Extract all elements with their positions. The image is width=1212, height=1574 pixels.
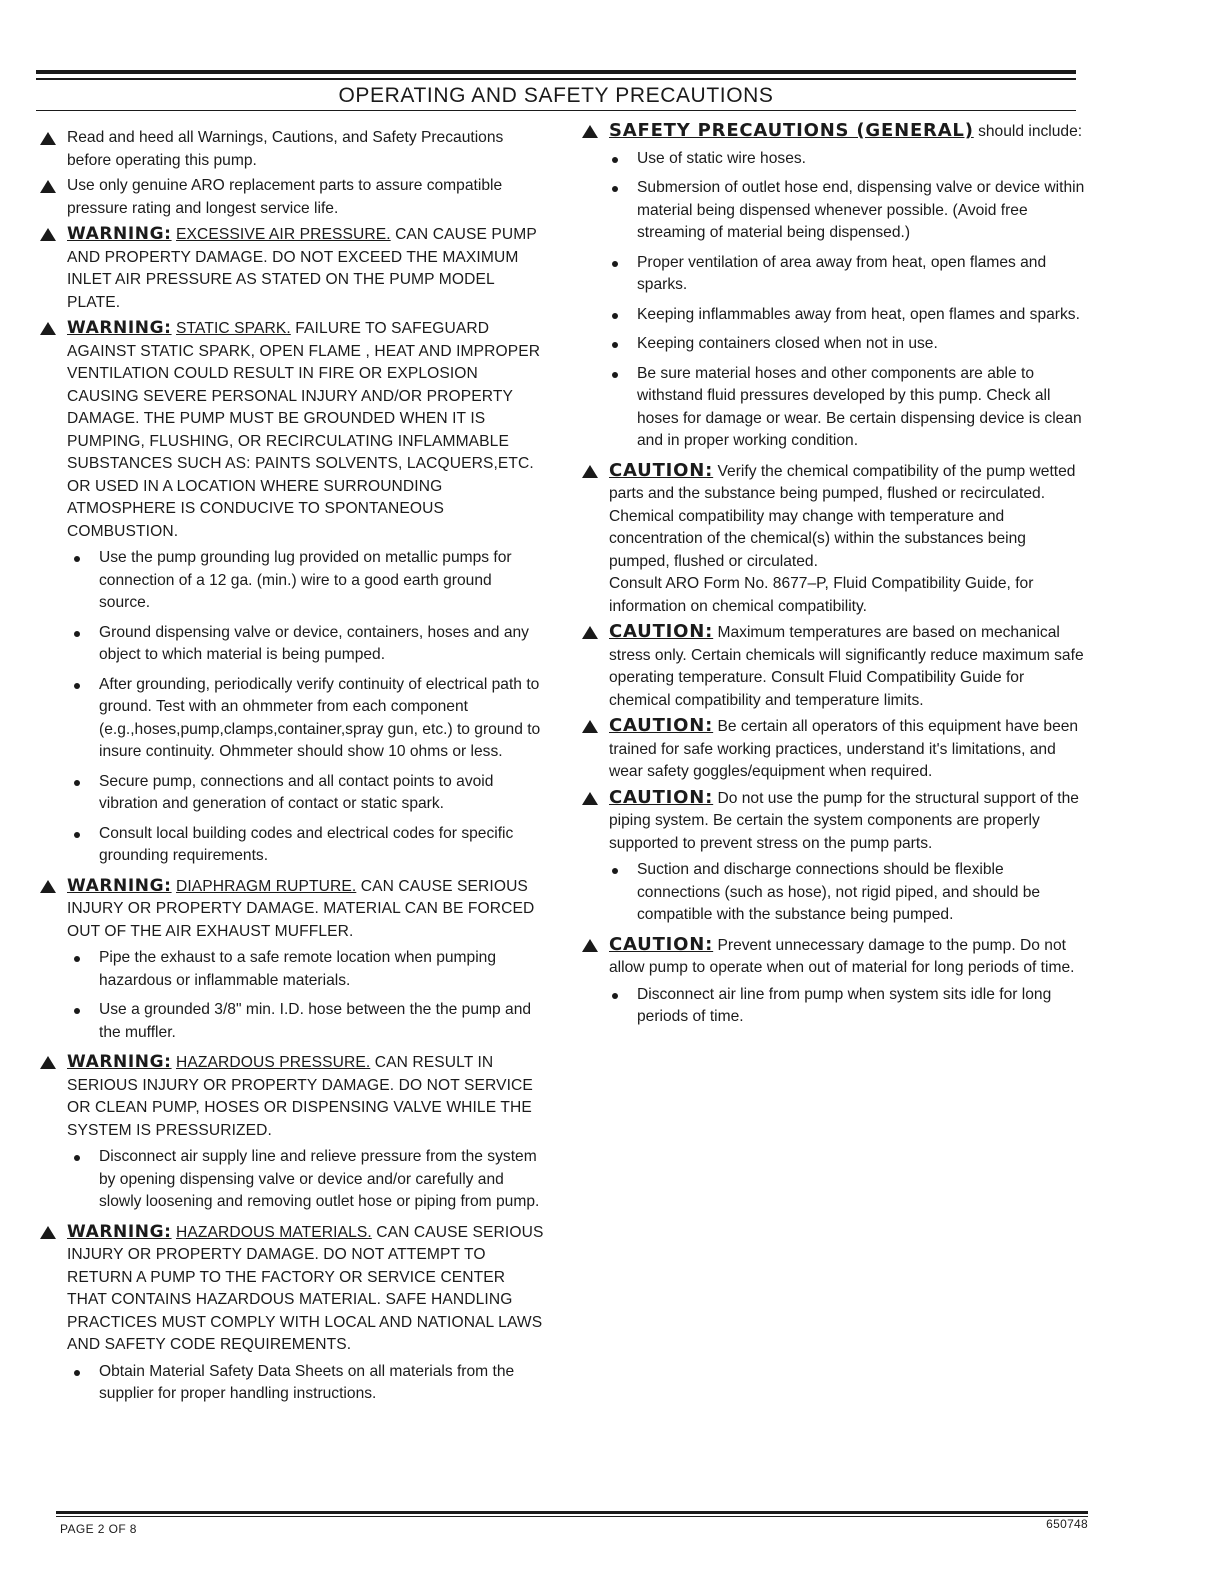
list-item: Keeping containers closed when not in use. xyxy=(610,333,1090,356)
materials-bullets xyxy=(40,1361,545,1406)
warning-air-pressure xyxy=(40,223,545,314)
warning-label: WARNING: xyxy=(67,318,172,338)
bullet-icon xyxy=(74,956,80,962)
bullet-icon xyxy=(612,993,618,999)
list-item: Keeping inflammables away from heat, open flames and sparks. xyxy=(610,304,1090,327)
warning-topic: DIAPHRAGM RUPTURE. xyxy=(176,877,357,895)
warning-triangle-icon xyxy=(40,132,56,145)
warning-topic: STATIC SPARK. xyxy=(176,320,291,337)
warning-text: CAN CAUSE SERIOUS INJURY OR PROPERTY DAMAGE. MATERIAL CAN BE FORCED OUT OF THE AIR EXHAUST MUFFLER. xyxy=(67,877,535,940)
caution-text: Verify the chemical compatibility of the pump wetted parts and the substance being pumped, flushed or recirculated. Chemical compatibility may change with temperature and concentration of the chemical(s) within the substances being pumped, flushed or circulated. xyxy=(609,462,1076,570)
header-rule-thin xyxy=(36,78,1076,80)
warning-triangle-icon xyxy=(40,880,56,893)
warning-triangle-icon xyxy=(40,322,56,335)
title-underline xyxy=(36,110,1076,111)
bullet-icon xyxy=(74,1008,80,1014)
bullet-icon xyxy=(612,261,618,267)
caution-triangle-icon xyxy=(582,626,598,639)
list-item: After grounding, periodically verify continuity of electrical path to ground. Test with an ohmmeter from each component (e.g.,hoses,pump,clamps,container,spray gun, etc.) to ground to insure continuity. Ohmmeter should show 10 ohms or less. xyxy=(72,674,545,764)
footer-rule-thick xyxy=(56,1511,1088,1514)
warning-triangle-icon xyxy=(40,228,56,241)
bullet-icon xyxy=(74,1155,80,1161)
caution-label: CAUTION: xyxy=(609,786,714,808)
warning-hazardous-materials xyxy=(40,1221,545,1357)
caution-max-temperature xyxy=(582,621,1090,712)
caution-text: Prevent unnecessary damage to the pump. Do not allow pump to operate when out of material for long periods of time. xyxy=(609,936,1075,976)
header-rule-thick xyxy=(36,70,1076,74)
warning-label: WARNING: xyxy=(67,875,172,896)
warning-label: WARNING: xyxy=(67,224,172,244)
warning-triangle-icon xyxy=(40,180,56,193)
list-item: Consult local building codes and electrical codes for specific grounding requirements. xyxy=(72,823,545,868)
warning-topic: HAZARDOUS MATERIALS. xyxy=(176,1223,372,1241)
intro-item-read xyxy=(40,127,545,172)
caution-text: Do not use the pump for the structural support of the piping system. Be certain the system components are properly supported to prevent stress on the pump parts. xyxy=(609,789,1079,852)
footer-rule-thin xyxy=(56,1516,1088,1517)
bullet-icon xyxy=(612,372,618,378)
warning-text: CAN RESULT IN SERIOUS INJURY OR PROPERTY DAMAGE. DO NOT SERVICE OR CLEAN PUMP, HOSES OR DISPENSING VALVE WHILE THE SYSTEM IS PRESSURIZED. xyxy=(67,1054,533,1139)
list-item: Use the pump grounding lug provided on metallic pumps for connection of a 12 ga. (min.) wire to a good earth ground source. xyxy=(72,547,545,615)
bullet-icon xyxy=(612,868,618,874)
warning-text: CAN CAUSE SERIOUS INJURY OR PROPERTY DAMAGE. DO NOT ATTEMPT TO RETURN A PUMP TO THE FACTORY OR SERVICE CENTER THAT CONTAINS HAZARDOUS MATERIAL. SAFE HANDLING PRACTICES MUST COMPLY WITH LOCAL AND NATIONAL LAWS AND SAFETY CODE REQUIREMENTS. xyxy=(67,1223,544,1353)
caution-label: CAUTION: xyxy=(609,715,714,736)
caution-structural-support xyxy=(582,787,1090,856)
warning-topic: HAZARDOUS PRESSURE. xyxy=(176,1054,371,1071)
bullet-icon xyxy=(612,313,618,319)
caution-label: CAUTION: xyxy=(609,459,714,481)
left-column xyxy=(40,127,545,1413)
pressure-bullets xyxy=(40,1146,545,1214)
caution-text: Maximum temperatures are based on mechanical stress only. Certain chemicals will significantly reduce maximum safe operating temperature. Consult Fluid Compatibility Guide for chemical compatibility and temperature limits. xyxy=(609,624,1084,709)
bullet-icon xyxy=(74,631,80,637)
bullet-icon xyxy=(74,683,80,689)
diaphragm-bullets xyxy=(40,947,545,1044)
caution-operator-training xyxy=(582,715,1090,784)
list-item: Obtain Material Safety Data Sheets on all materials from the supplier for proper handling instructions. xyxy=(72,1361,545,1406)
bullet-icon xyxy=(74,556,80,562)
bullet-icon xyxy=(612,157,618,163)
warning-text: CAN CAUSE PUMP AND PROPERTY DAMAGE. DO NOT EXCEED THE MAXIMUM INLET AIR PRESSURE AS STATED ON THE PUMP MODEL PLATE. xyxy=(67,226,537,311)
list-item: Disconnect air line from pump when system sits idle for long periods of time. xyxy=(610,984,1090,1029)
damage-bullets xyxy=(582,984,1090,1029)
intro-item-parts xyxy=(40,175,545,220)
warning-hazardous-pressure xyxy=(40,1051,545,1142)
caution-label: CAUTION: xyxy=(609,933,714,955)
caution-text-form: Consult ARO Form No. 8677–P, Fluid Compatibility Guide, for information on chemical compatibility. xyxy=(609,575,1034,615)
warning-triangle-icon xyxy=(40,1056,56,1069)
intro-text: Read and heed all Warnings, Cautions, and Safety Precautions before operating this pump. xyxy=(67,129,504,169)
right-column xyxy=(582,120,1090,1036)
caution-label: CAUTION: xyxy=(609,621,714,642)
page-title: OPERATING AND SAFETY PRECAUTIONS xyxy=(338,84,774,107)
list-item: Secure pump, connections and all contact points to avoid vibration and generation of contact or static spark. xyxy=(72,771,545,816)
page-number: PAGE 2 OF 8 xyxy=(60,1522,137,1536)
warning-topic: EXCESSIVE AIR PRESSURE. xyxy=(176,226,391,243)
intro-text: Use only genuine ARO replacement parts to assure compatible pressure rating and longest service life. xyxy=(67,177,503,217)
caution-text: Be certain all operators of this equipment have been trained for safe working practices, understand it's limitations, and wear safety goggles/equipment when required. xyxy=(609,718,1079,780)
bullet-icon xyxy=(612,342,618,348)
list-item: Disconnect air supply line and relieve pressure from the system by opening dispensing valve or device and/or carefully and slowly loosening and removing outlet hose or piping from pump. xyxy=(72,1146,545,1214)
list-item: Suction and discharge connections should be flexible connections (such as hose), not rigid piped, and should be compatible with the substance being pumped. xyxy=(610,859,1090,927)
list-item: Use of static wire hoses. xyxy=(610,148,1090,171)
bullet-icon xyxy=(74,780,80,786)
warning-static-spark xyxy=(40,317,545,543)
bullet-icon xyxy=(612,186,618,192)
caution-triangle-icon xyxy=(582,939,598,952)
list-item: Proper ventilation of area away from heat, open flames and sparks. xyxy=(610,252,1090,297)
caution-chemical-compatibility xyxy=(582,460,1090,619)
warning-label: WARNING: xyxy=(67,1221,172,1242)
safety-bullets xyxy=(582,148,1090,453)
static-spark-bullets xyxy=(40,547,545,868)
bullet-icon xyxy=(74,832,80,838)
document-number: 650748 xyxy=(1046,1517,1088,1531)
safety-text: should include: xyxy=(973,123,1083,140)
safety-precautions-general xyxy=(582,120,1090,144)
structural-bullets xyxy=(582,859,1090,927)
list-item: Submersion of outlet hose end, dispensing valve or device within material being dispensed whenever possible. (Avoid free streaming of material being dispensed.) xyxy=(610,177,1090,245)
list-item: Be sure material hoses and other components are able to withstand fluid pressures developed by this pump. Check all hoses for damage or wear. Be certain dispensing device is clean and in proper working condition. xyxy=(610,363,1090,453)
caution-triangle-icon xyxy=(582,720,598,733)
warning-triangle-icon xyxy=(40,1226,56,1239)
safety-label: SAFETY PRECAUTIONS (GENERAL) xyxy=(609,120,974,141)
warning-triangle-icon xyxy=(582,125,598,138)
list-item: Ground dispensing valve or device, containers, hoses and any object to which material is being pumped. xyxy=(72,622,545,667)
warning-label: WARNING: xyxy=(67,1052,172,1072)
warning-text: FAILURE TO SAFEGUARD AGAINST STATIC SPARK, OPEN FLAME , HEAT AND IMPROPER VENTILATION COULD RESULT IN FIRE OR EXPLOSION CAUSING SEVERE PERSONAL INJURY AND/OR PROPERTY DAMAGE. THE PUMP MUST BE GROUNDED WHEN IT IS PUMPING, FLUSHING, OR RECIRCULATING INFLAMMABLE SUBSTANCES SUCH AS: PAINTS SOLVENTS, LACQUERS,ETC. OR USED IN A LOCATION WHERE SURROUNDING ATMOSPHERE IS CONDUCIVE TO SPONTANEOUS COMBUSTION. xyxy=(67,320,541,540)
bullet-icon xyxy=(74,1370,80,1376)
caution-triangle-icon xyxy=(582,465,598,478)
caution-triangle-icon xyxy=(582,792,598,805)
list-item: Use a grounded 3/8" min. I.D. hose between the the pump and the muffler. xyxy=(72,999,545,1044)
caution-unnecessary-damage xyxy=(582,934,1090,980)
warning-diaphragm-rupture xyxy=(40,875,545,944)
list-item: Pipe the exhaust to a safe remote location when pumping hazardous or inflammable materials. xyxy=(72,947,545,992)
